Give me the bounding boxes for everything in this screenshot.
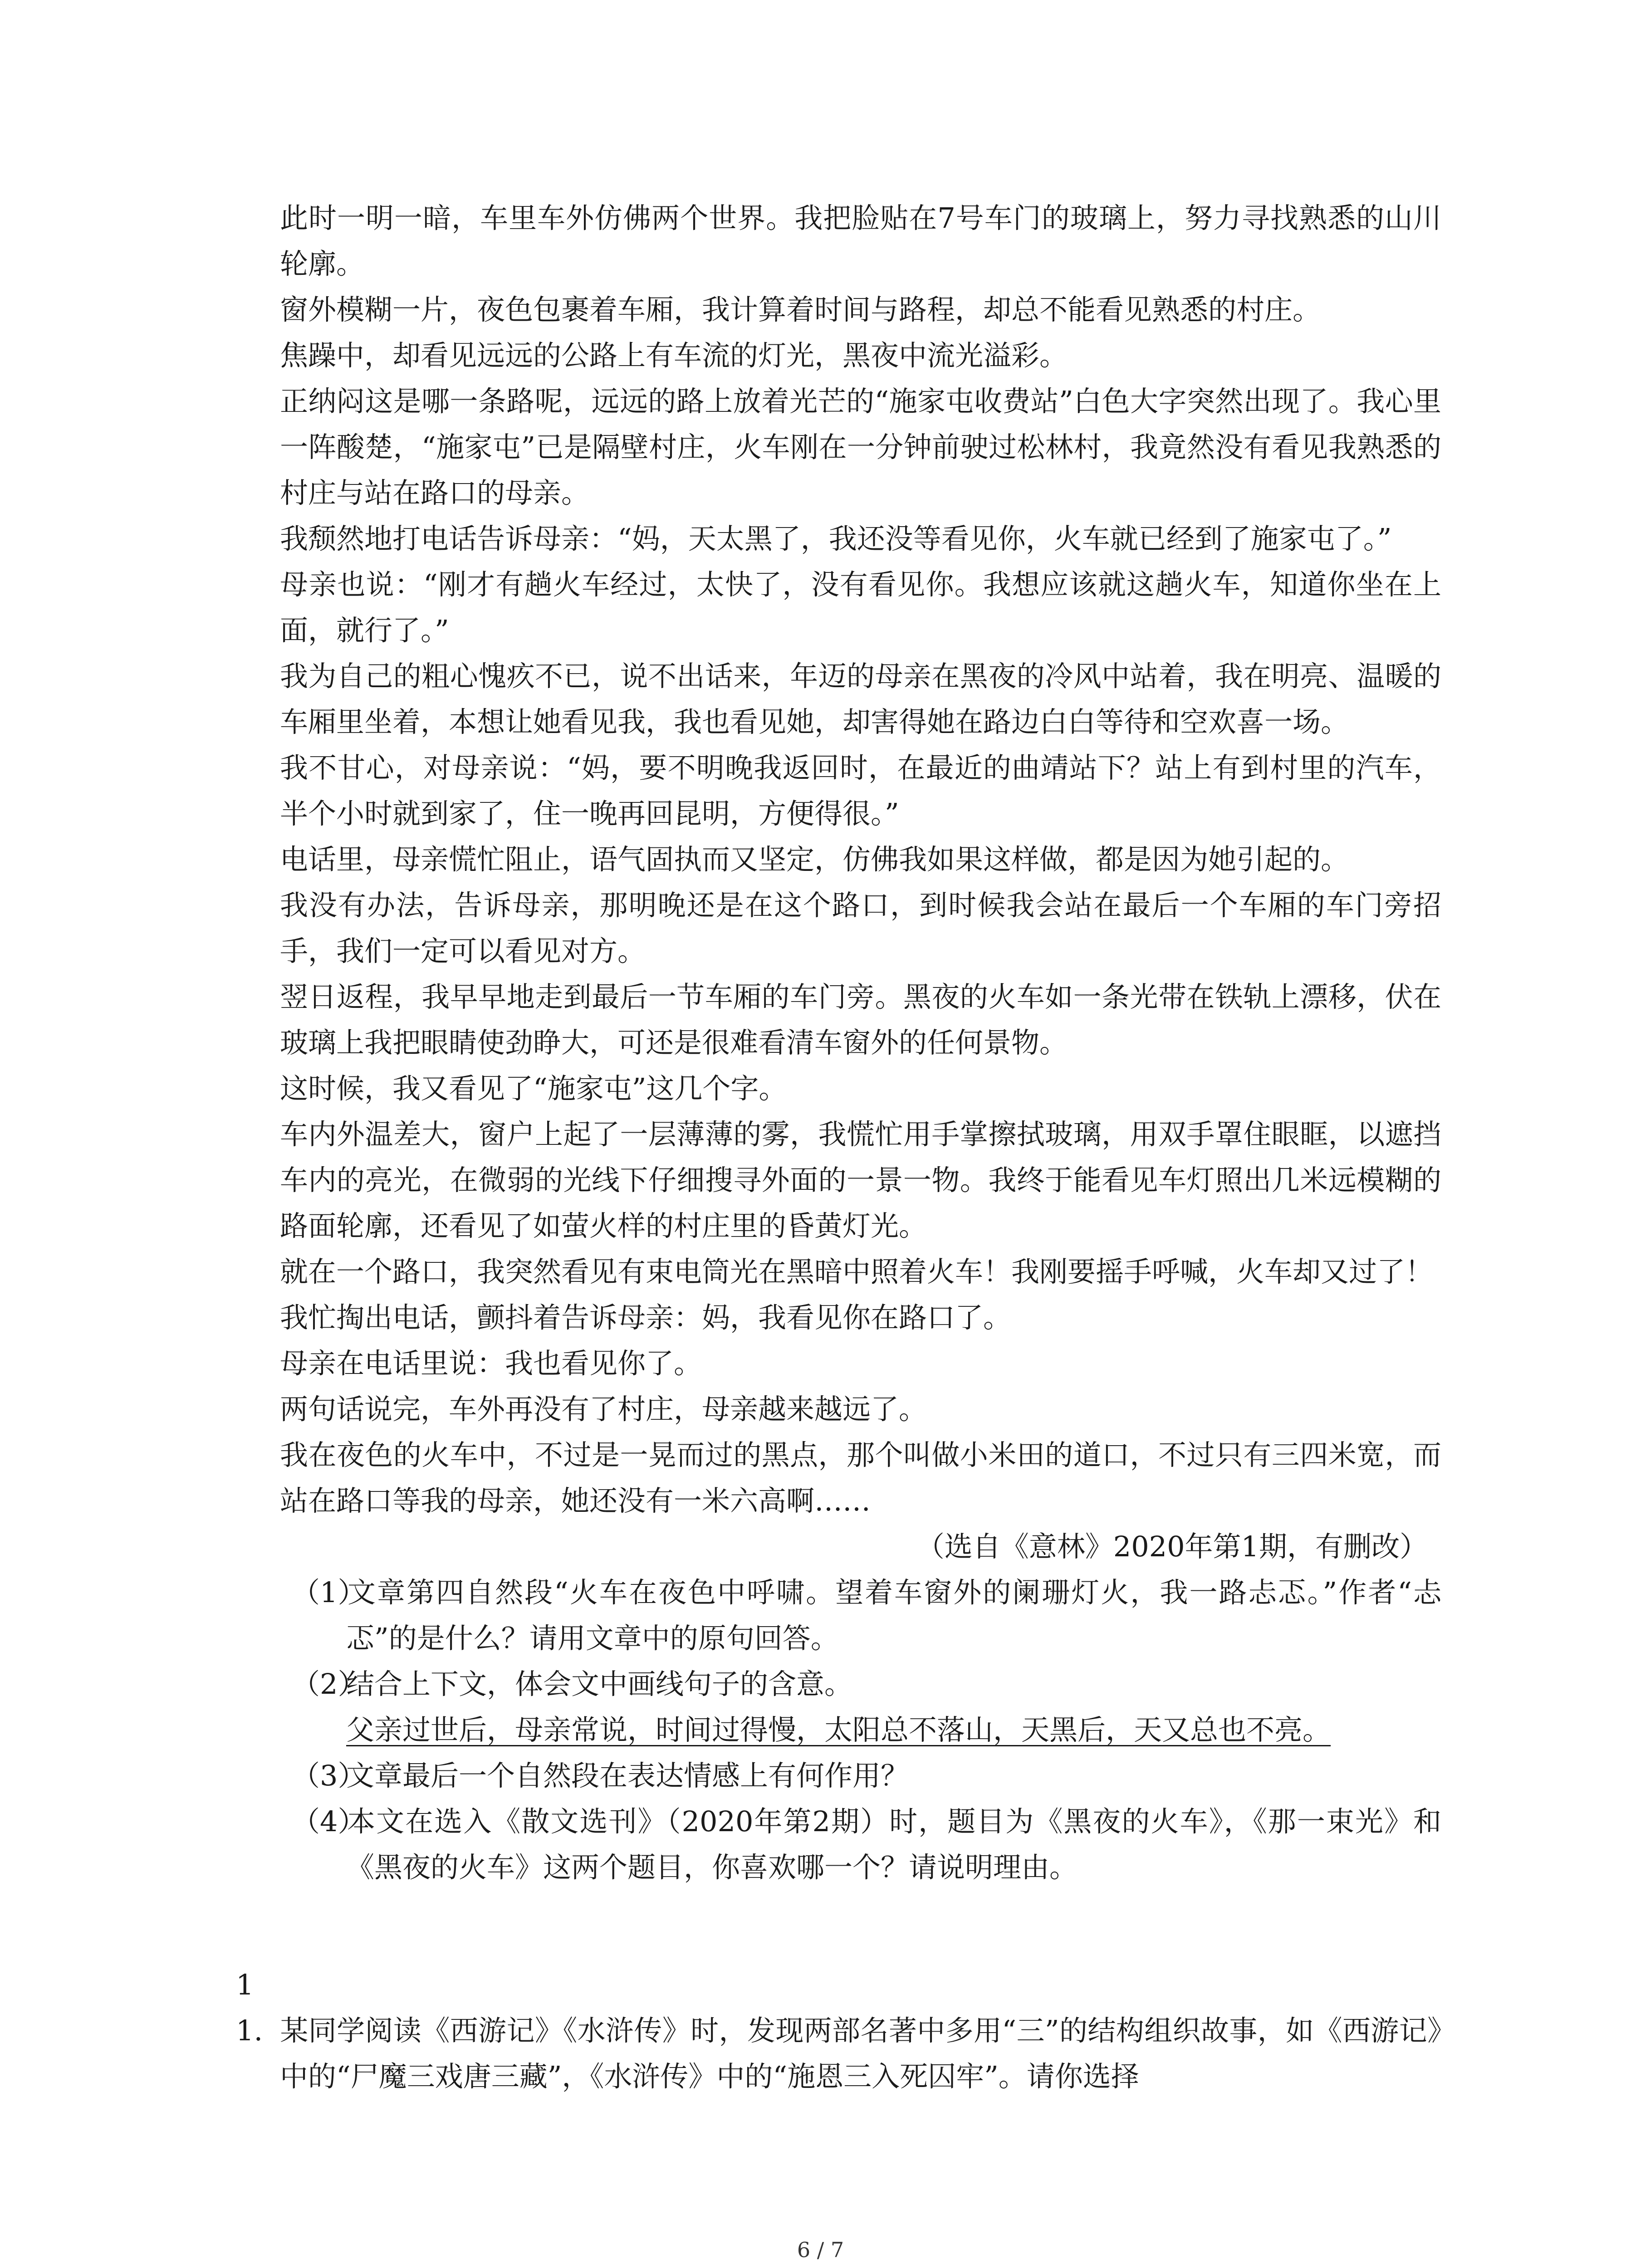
passage-paragraph: 我颓然地打电话告诉母亲：“妈，天太黑了，我还没等看见你，火车就已经到了施家屯了。”: [280, 522, 1392, 555]
passage-paragraph: 焦躁中，却看见远远的公路上有车流的灯光，黑夜中流光溢彩。: [280, 339, 1068, 372]
reading-passage: [280, 195, 1441, 1890]
question-number: 11.: [236, 1968, 263, 2047]
passage-paragraph: 窗外模糊一片，夜色包裹着车厢，我计算着时间与路程，却总不能看见熟悉的村庄。: [280, 293, 1321, 326]
passage-paragraph: 车内外温差大，窗户上起了一层薄薄的雾，我慌忙用手掌擦拭玻璃，用双手罩住眼眶，以遮挡车内的亮光，在微弱的光线下仔细搜寻外面的一景一物。我终于能看见车灯照出几米远模糊的路面轮廓，还看见了如萤火样的村庄里的昏黄灯光。: [280, 1118, 1441, 1242]
passage-paragraph: 我没有办法，告诉母亲，那明晚还是在这个路口，到时候我会站在最后一个车厢的车门旁招手，我们一定可以看见对方。: [280, 889, 1441, 968]
question-11: [236, 1962, 1441, 2099]
question-text: 某同学阅读《西游记》《水浒传》时，发现两部名著中多用“三”的结构组织故事，如《西游记》中的“尸魔三戏唐三藏”，《水浒传》中的“施恩三入死囚牢”。请你选择: [280, 2014, 1441, 2093]
question-item: [280, 1661, 1441, 1707]
passage-paragraph: 正纳闷这是哪一条路呢，远远的路上放着光芒的“施家屯收费站”白色大字突然出现了。我心里一阵酸楚，“施家屯”已是隔壁村庄，火车刚在一分钟前驶过松林村，我竟然没有看见我熟悉的村庄与站在路口的母亲。: [280, 385, 1441, 509]
question-text: 文章第四自然段“火车在夜色中呼啸。望着车窗外的阑珊灯火，我一路忐忑。”作者“忐忑”的是什么？请用文章中的原句回答。: [346, 1576, 1441, 1655]
passage-source: （选自《意林》2020年第1期，有删改）: [916, 1530, 1428, 1563]
question-text: 结合上下文，体会文中画线句子的含意。: [346, 1667, 853, 1701]
passage-paragraph: 翌日返程，我早早地走到最后一节车厢的车门旁。黑夜的火车如一条光带在铁轨上漂移，伏在玻璃上我把眼睛使劲睁大，可还是很难看清车窗外的任何景物。: [280, 980, 1441, 1059]
passage-paragraph: 我不甘心，对母亲说：“妈，要不明晚我返回时，在最近的曲靖站下？站上有到村里的汽车，半个小时就到家了，住一晚再回昆明，方便得很。”: [280, 751, 1441, 830]
question-number: （1）: [292, 1576, 366, 1609]
passage-paragraph: 母亲在电话里说：我也看见你了。: [280, 1347, 702, 1380]
question-11-text: [236, 1962, 1441, 2099]
question-number: （2）: [292, 1667, 366, 1701]
underlined-sentence: 父亲过世后，母亲常说，时间过得慢，太阳总不落山，天黑后，天又总也不亮。: [346, 1713, 1331, 1746]
question-number: （3）: [292, 1759, 366, 1792]
question-number: （4）: [292, 1805, 366, 1838]
passage-paragraph: 此时一明一暗，车里车外仿佛两个世界。我把脸贴在7号车门的玻璃上，努力寻找熟悉的山川轮廓。: [280, 201, 1441, 280]
question-item: [280, 1753, 1441, 1799]
passage-paragraph: 母亲也说：“刚才有趟火车经过，太快了，没有看见你。我想应该就这趟火车，知道你坐在上面，就行了。”: [280, 568, 1441, 647]
page-number: 6 / 7: [797, 2238, 844, 2262]
passage-paragraph: 这时候，我又看见了“施家屯”这几个字。: [280, 1072, 787, 1105]
passage-paragraph: 我忙掏出电话，颤抖着告诉母亲：妈，我看见你在路口了。: [280, 1301, 1012, 1334]
question-list: [280, 1569, 1441, 1890]
question-text: 文章最后一个自然段在表达情感上有何作用？: [346, 1759, 909, 1792]
question-item: [280, 1569, 1441, 1661]
passage-paragraph: 我为自己的粗心愧疚不已，说不出话来，年迈的母亲在黑夜的冷风中站着，我在明亮、温暖的车厢里坐着，本想让她看见我，我也看见她，却害得她在路边白白等待和空欢喜一场。: [280, 660, 1441, 738]
question-text: 本文在选入《散文选刊》（2020年第2期）时，题目为《黑夜的火车》，《那一束光》和《黑夜的火车》这两个题目，你喜欢哪一个？请说明理由。: [346, 1805, 1441, 1884]
passage-paragraph: 就在一个路口，我突然看见有束电筒光在黑暗中照着火车！我刚要摇手呼喊，火车却又过了！: [280, 1255, 1434, 1288]
passage-paragraph: 我在夜色的火车中，不过是一晃而过的黑点，那个叫做小米田的道口，不过只有三四米宽，而站在路口等我的母亲，她还没有一米六高啊……: [280, 1438, 1441, 1517]
question-item: [280, 1799, 1441, 1890]
passage-paragraph: 电话里，母亲慌忙阻止，语气固执而又坚定，仿佛我如果这样做，都是因为她引起的。: [280, 843, 1349, 876]
passage-paragraph: 两句话说完，车外再没有了村庄，母亲越来越远了。: [280, 1393, 927, 1426]
